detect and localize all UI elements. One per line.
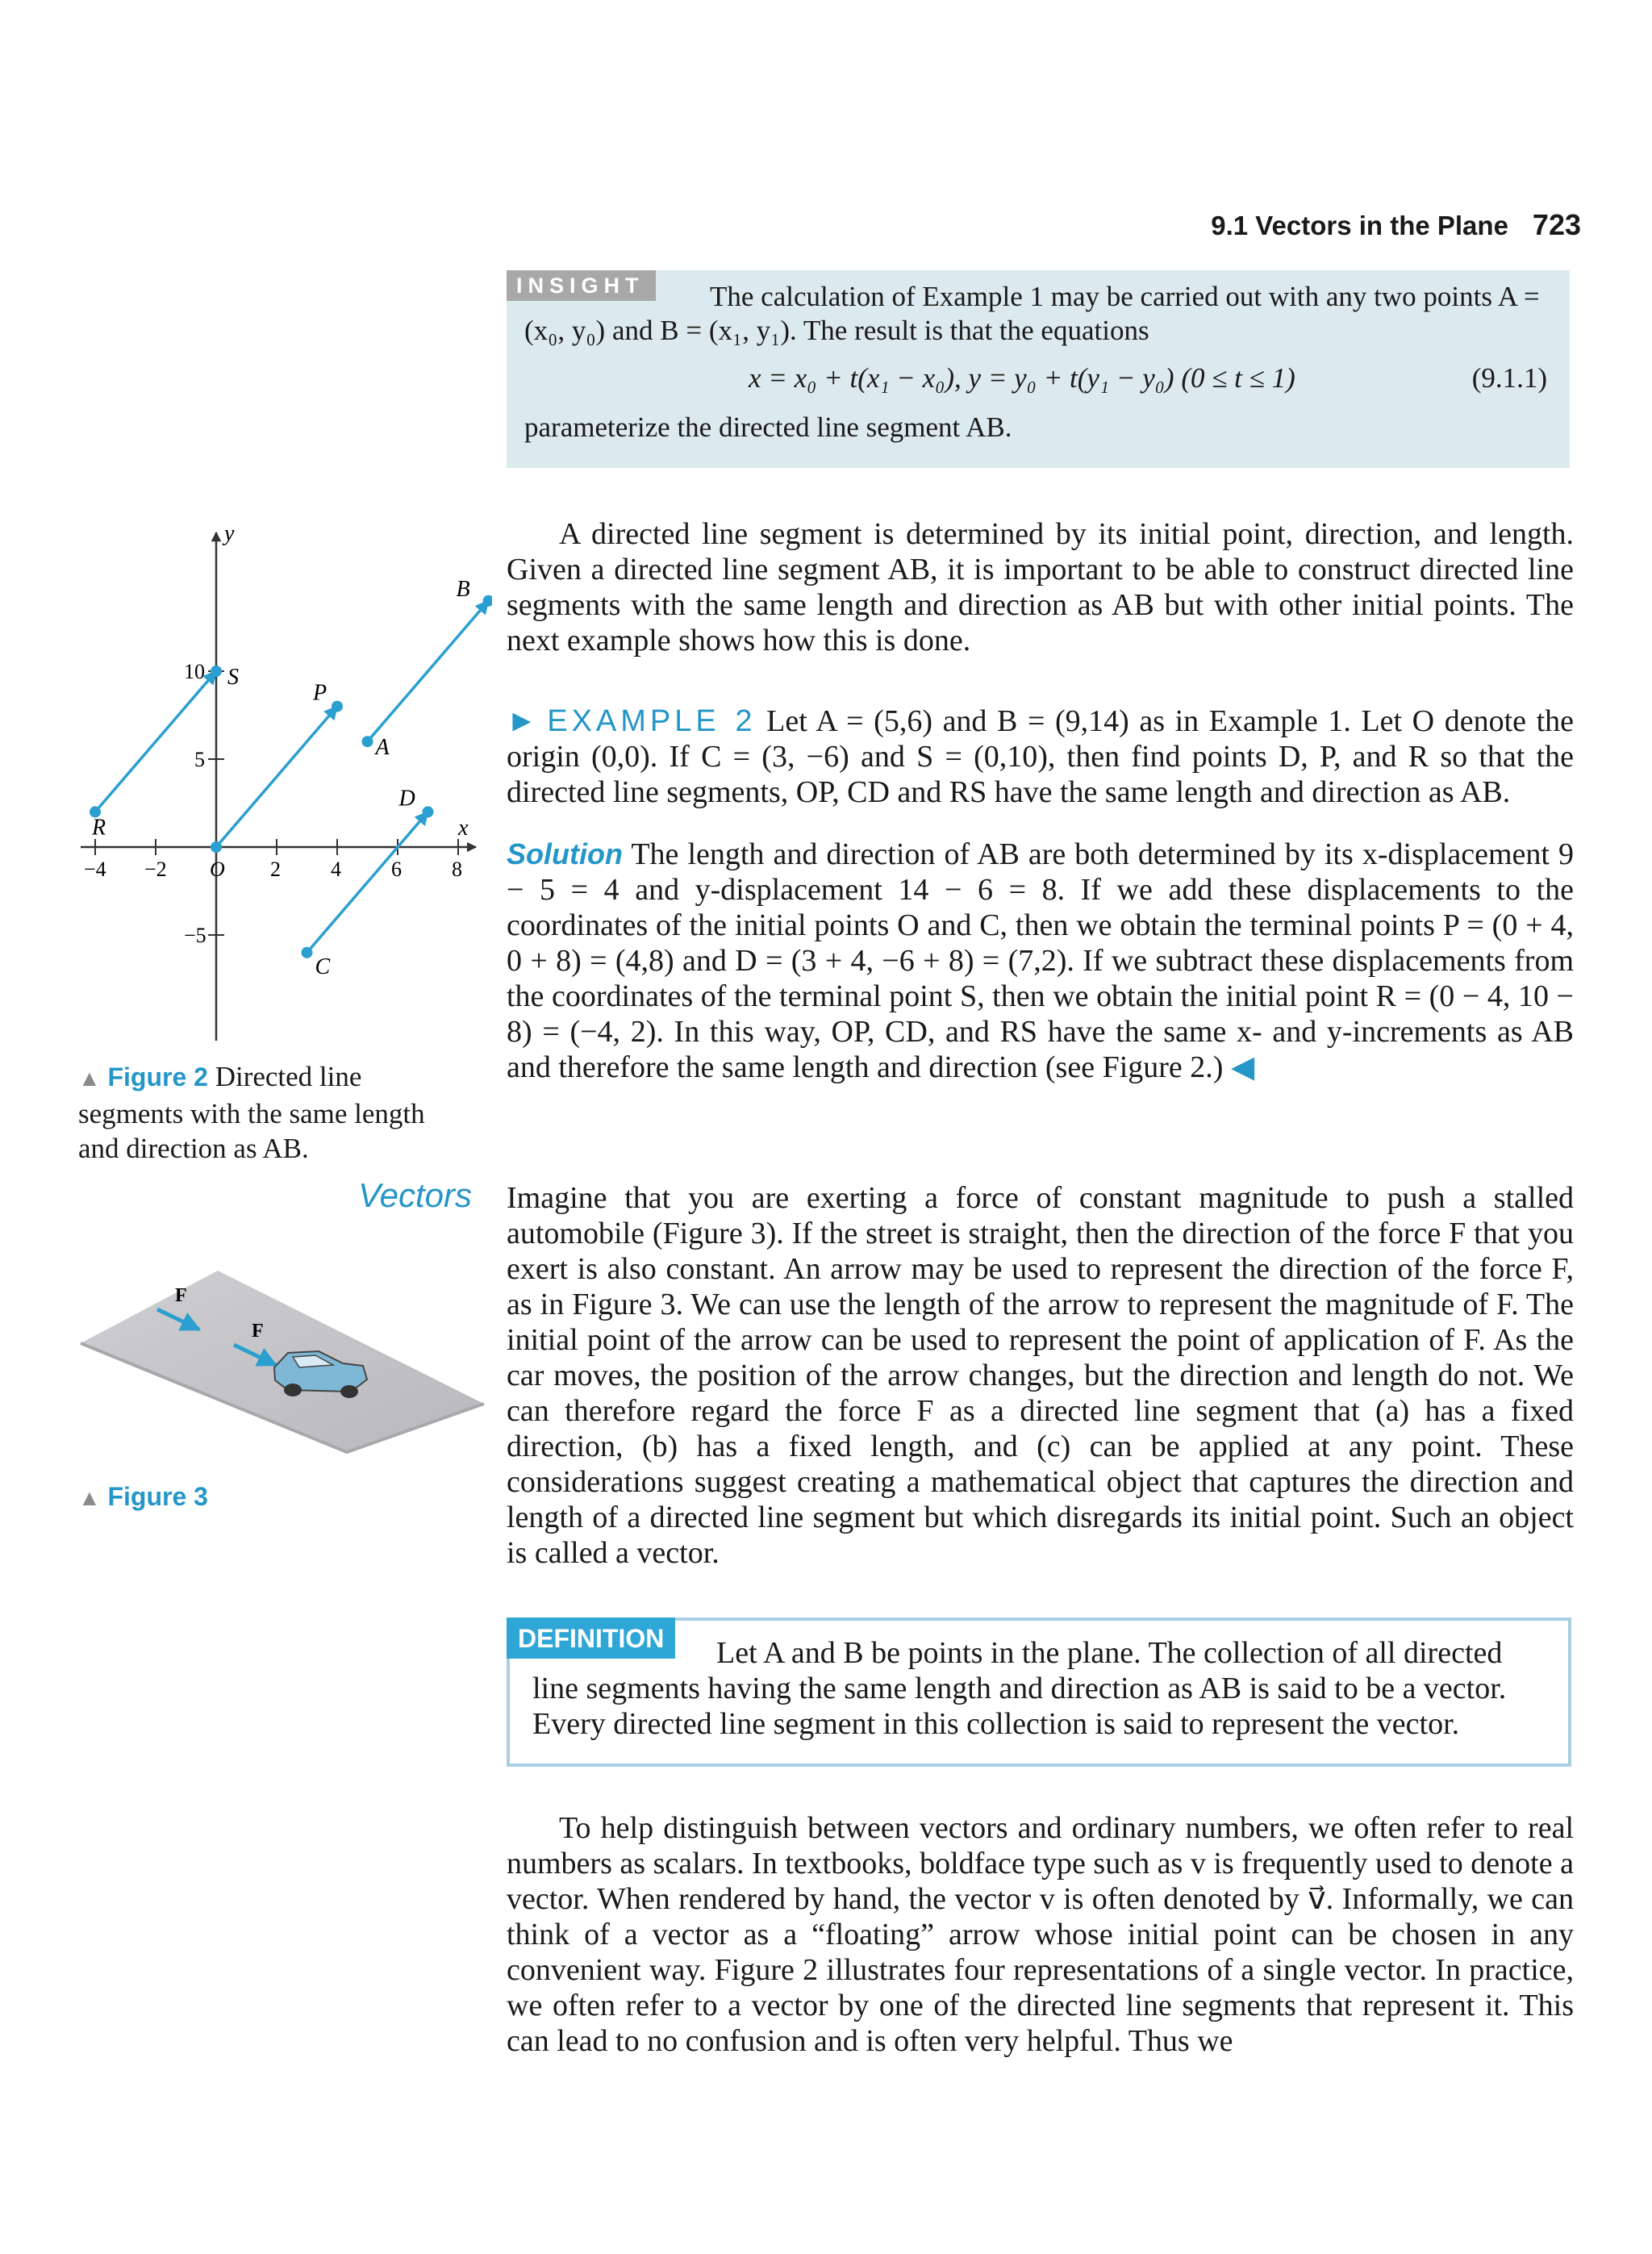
solution [507,837,1574,1085]
segment-AB [368,601,489,741]
point-label-P: P [313,680,327,706]
initial-point-A [362,736,373,747]
force-label-2: F [252,1321,264,1342]
segment-CD [307,812,428,952]
end-of-example-icon: ◀ [1230,1050,1255,1084]
x-tick-label: 4 [331,858,341,881]
y-tick-label: −5 [184,924,206,947]
definition-box [507,1617,1571,1767]
point-label-D: D [398,786,415,812]
figure-2-plot [73,516,492,1049]
insight-box [507,270,1570,468]
example-2 [507,703,1574,810]
vectors-heading: Vectors [358,1176,472,1214]
x-tick-label: O [210,858,225,881]
x-tick-label: −2 [144,858,167,881]
x-tick-label: 2 [270,858,281,881]
running-head [1186,208,1581,242]
x-axis-label: x [458,816,469,841]
x-tick-label: −4 [84,858,106,881]
page-number: 723 [1532,208,1581,241]
terminal-point-P [332,701,343,712]
insight-equation: x = x₀ + t(x₁ − x₀), y = y₀ + t(y₁ − y₀) (0 ≤ t ≤ 1) [749,362,1295,394]
point-label-S: S [227,665,239,690]
paragraph-scalars: To help distinguish between vectors and ordinary numbers, we often refer to real numbers as scalars. In textbooks, boldface type such as v is frequently used to denote a vector. When rendered by hand, the vector v is often denoted by v⃗. Informally, we can think of a vector as a “floating” arrow whose initial point can be chosen in any convenient way. Figure 2 illustrates four representations of a single vector. In practice, we often refer to a vector by one of the directed line segments that represent it. This can lead to no confusion and is often very helpful. Thus we [507,1811,1574,2058]
solution-text: The length and direction of AB are both determined by its x-displacement 9 − 5 = 4 and y-displacement 14 − 6 = 8. If we add these displacements to the coordinates of the initial points O and C, then we obtain the terminal points P = (0 + 4, 0 + 8) = (4,8) and D = (3 + 4, −6 + 8) = (7,2). If we subtract these displacements from the coordinates of the terminal point S, then we obtain the initial point R = (0 − 4, 10 − 8) = (−4, 2). In this way, OP, CD, and RS have the same x- and y-increments as AB and therefore the same length and direction (see Figure 2.) [507,837,1574,1084]
example-label: EXAMPLE 2 [547,704,757,738]
segment-OP [216,707,337,847]
initial-point-C [302,947,313,958]
point-label-C: C [315,954,331,979]
paragraph-vectors: Imagine that you are exerting a force of constant magnitude to push a stalled automobile (Figure 3). If the street is straight, then the direction of the force F that you exert is also constant. An arrow may be used to represent the direction of the force F, as in Figure 3. We can use the length of the arrow to represent the magnitude of F. The initial point of the arrow can be used to represent the point of application of F. As the car moves, the position of the arrow changes, but the direction and length do not. We can therefore regard the force F as a directed line segment that (a) has a fixed direction, (b) has a fixed length, and (c) can be applied at any point. These considerations suggest creating a mathematical object that captures the direction and length of a directed line segment but which disregards its initial point. Such an object is called a vector. [507,1181,1574,1570]
example-text: Let A = (5,6) and B = (9,14) as in Example 1. Let O denote the origin (0,0). If C = (3, −6) and S = (0,10), then find points D, P, and R so that the directed line segments, OP, CD and RS have the same length and direction as AB. [507,704,1575,809]
example-marker-icon: ► [507,704,537,738]
caption-triangle-icon: ▲ [78,1486,101,1511]
section-title: 9.1 Vectors in the Plane [1211,211,1508,240]
y-tick-label: 10 [184,660,205,683]
terminal-point-D [423,806,434,817]
figure-3-label: Figure 3 [107,1482,208,1511]
segment-RS [95,671,216,812]
equation-number: (9.1.1) [1471,362,1547,394]
point-label-A: A [375,735,390,761]
figure-3-illustration [77,1246,496,1456]
force-label-1: F [175,1285,187,1306]
y-axis-label: y [224,521,235,546]
terminal-point-S [211,666,222,677]
definition-tag: DEFINITION [507,1617,675,1659]
insight-text: The calculation of Example 1 may be carried out with any two points A = (x₀, y₀) and B = (x₁, y₁). The result is that the equations [524,281,1540,346]
solution-label: Solution [507,837,623,870]
figure-3-caption [78,1480,401,1513]
figure-2-label: Figure 2 [107,1062,208,1092]
x-tick-label: 8 [452,858,462,881]
point-label-R: R [92,815,106,841]
x-tick-label: 6 [391,858,402,881]
figure-2-caption [78,1059,457,1166]
definition-text: Let A and B be points in the plane. The collection of all directed line segments having the same length and direction as AB is said to be a vector. Every directed line segment in this collection is said to represent the vector. [532,1636,1507,1741]
initial-point-O [211,841,222,853]
insight-conclusion: parameterize the directed line segment AB. [524,411,1012,443]
caption-triangle-icon: ▲ [78,1066,101,1092]
paragraph-directed-segments: A directed line segment is determined by its initial point, direction, and length. Given a directed line segment AB, it is important to be able to construct directed line segments with the same length and direction as AB but with other initial points. The next example shows how this is done. [507,517,1574,657]
point-label-B: B [456,576,470,602]
insight-tag: INSIGHT [507,270,656,301]
figure-2-caption-text: Directed line segments with the same length and direction as AB. [78,1061,425,1164]
y-tick-label: 5 [194,748,205,771]
